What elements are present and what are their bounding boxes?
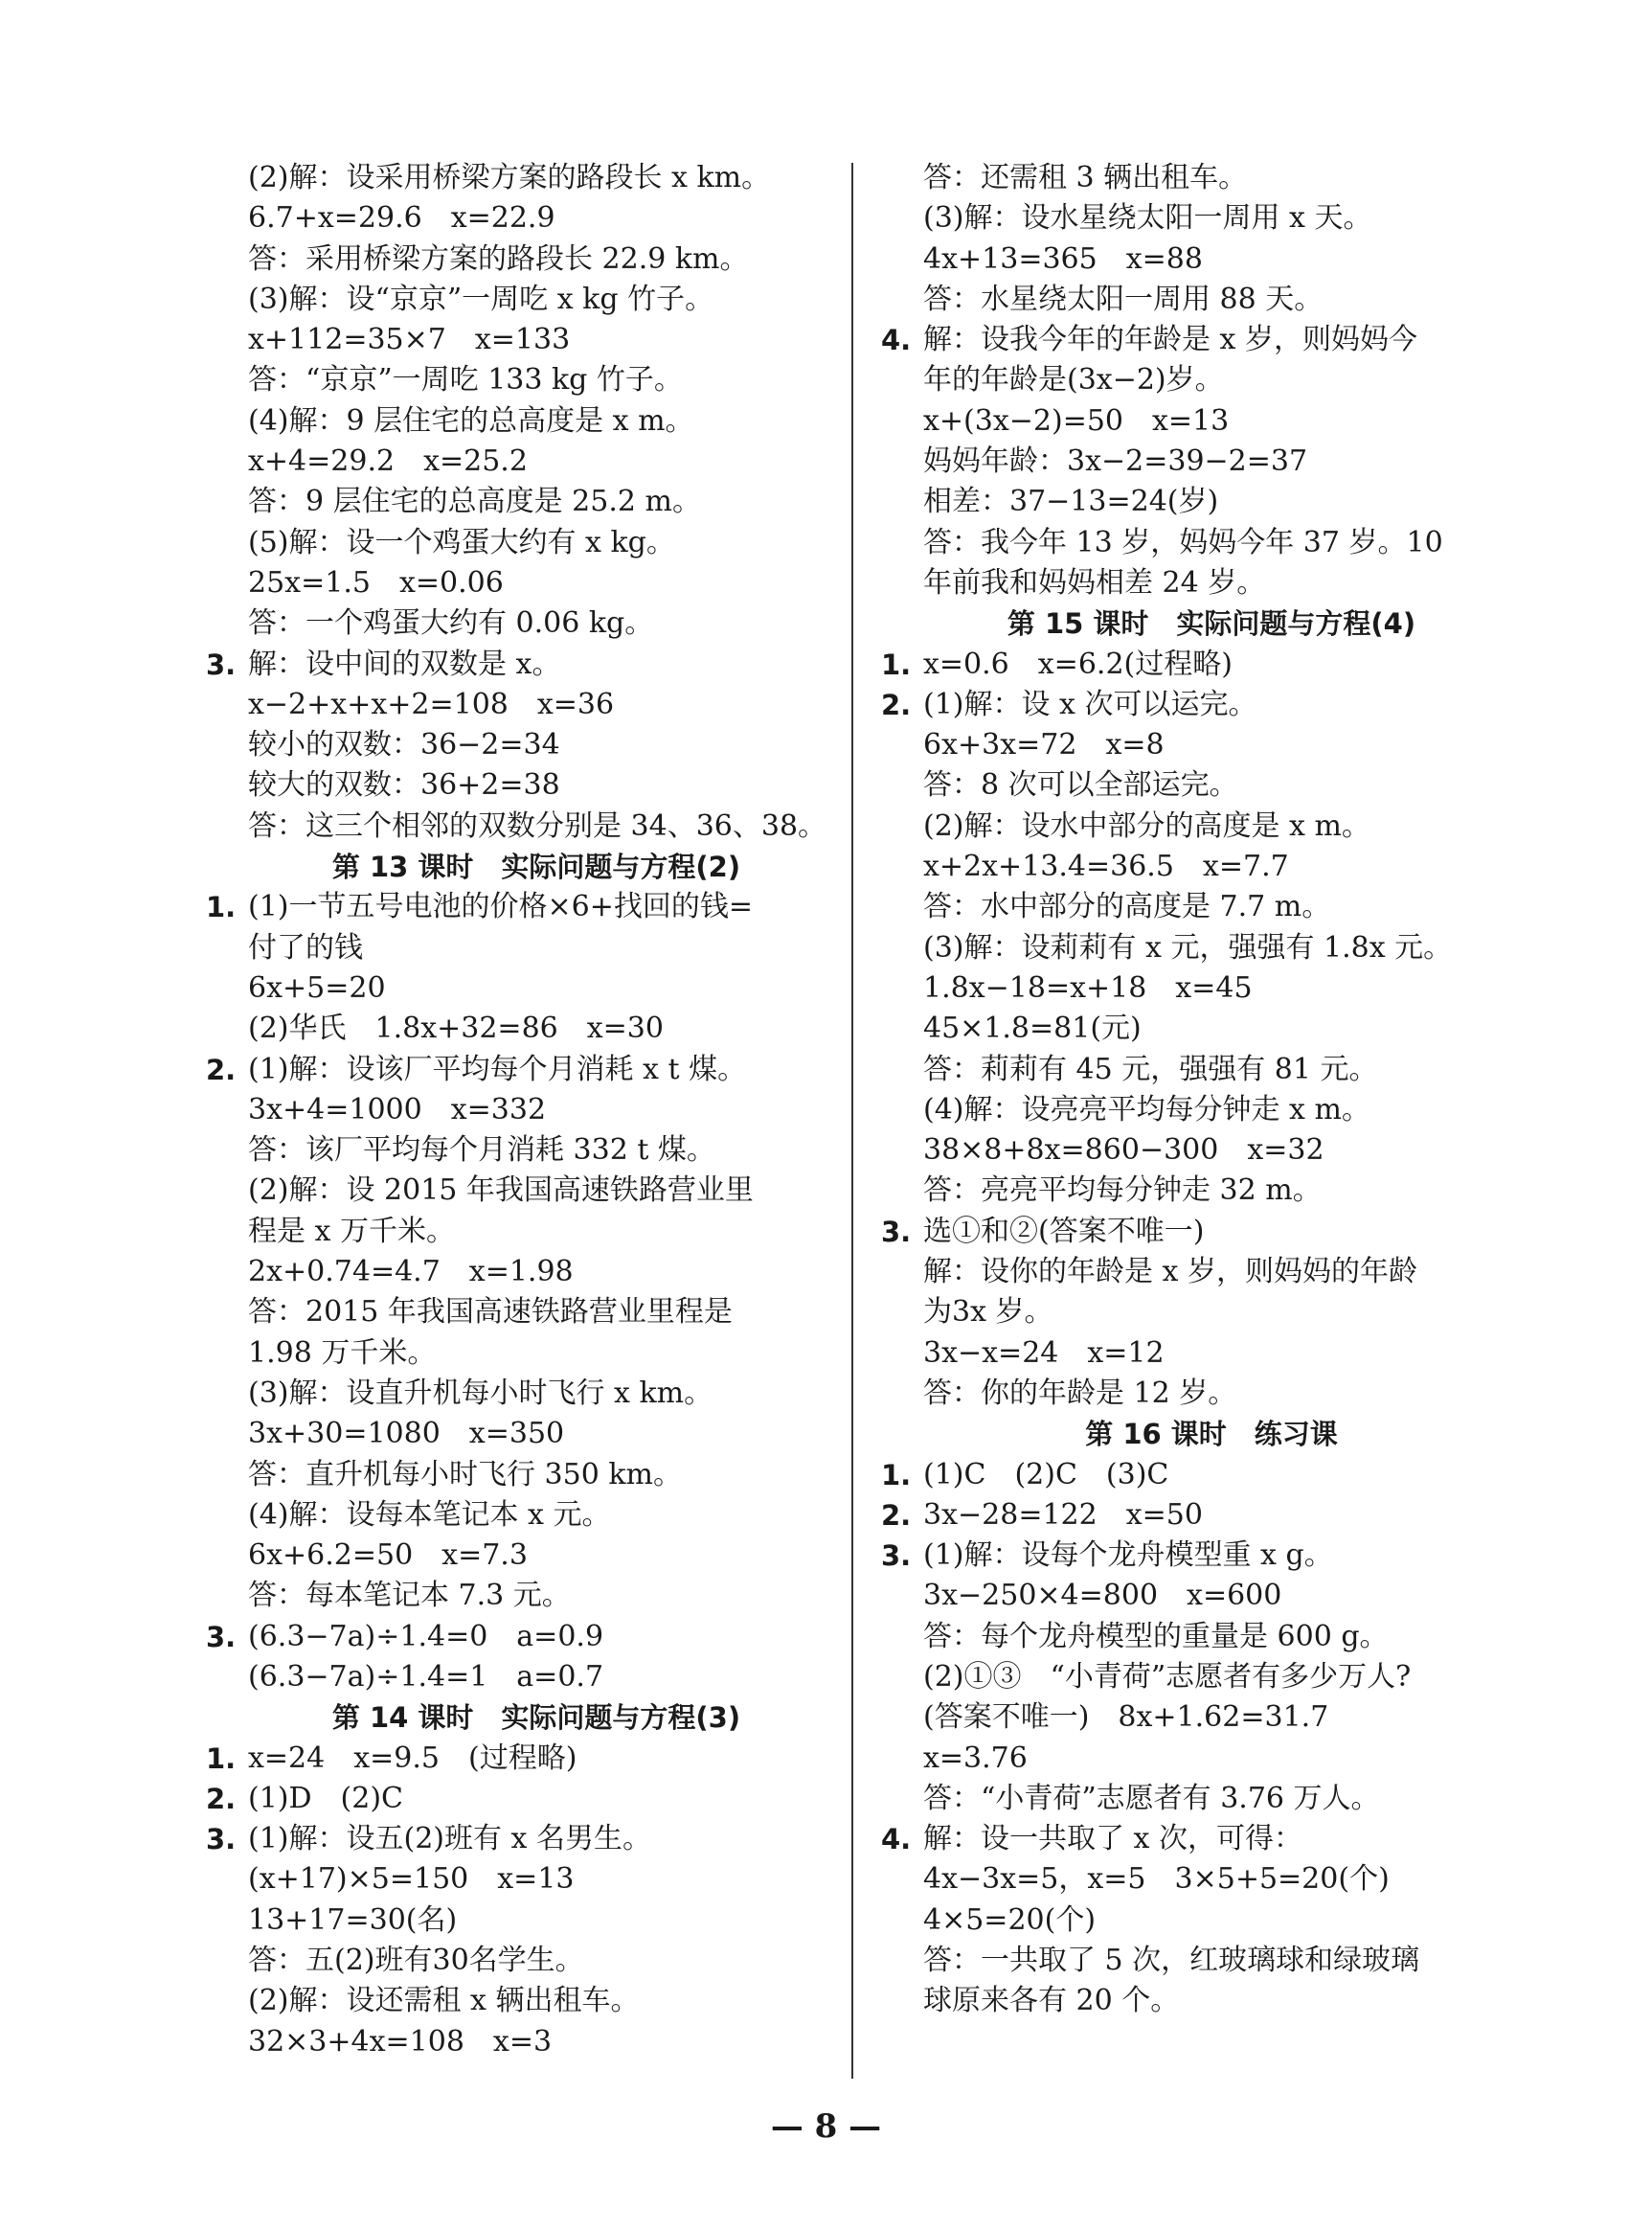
question-line [881,645,1513,685]
line-text: (2)解：设还需租 x 辆出租车。 [248,1984,640,2018]
answer-line [881,1171,1513,1211]
line-text: x+2x+13.4=36.5 x=7.7 [923,850,1289,884]
question-line [206,1050,838,1090]
answer-line [206,1900,838,1941]
right-column [881,158,1513,2022]
question-number: 3. [881,1539,912,1573]
left-column [206,158,838,2062]
line-text: 解：设你的年龄是 x 岁，则妈妈的年龄 [923,1255,1417,1289]
line-text: 答：9 层住宅的总高度是 25.2 m。 [248,485,701,519]
line-text: 6x+5=20 [248,970,386,1005]
line-text: x=0.6 x=6.2(过程略) [923,647,1233,681]
line-text: (2)①③ “小青荷”志愿者有多少万人? [923,1659,1412,1694]
line-text: 45×1.8=81(元) [923,1012,1142,1046]
line-text: (1)C (2)C (3)C [923,1457,1169,1491]
line-text: (1)一节五号电池的价格×6+找回的钱= [248,890,753,924]
line-text: (4)解：设亮亮平均每分钟走 x m。 [923,1092,1370,1126]
line-text: 解：设中间的双数是 x。 [248,647,561,681]
answer-line [881,280,1513,320]
answer-line [206,1414,838,1454]
line-text: 球原来各有 20 个。 [923,1984,1180,2018]
answer-line [881,239,1513,280]
question-number: 1. [881,648,912,681]
line-text: 答：我今年 13 岁，妈妈今年 37 岁。10 [923,525,1443,559]
question-number: 4. [881,1823,912,1856]
answer-line [206,765,838,806]
answer-line [206,158,838,198]
question-number: 3. [206,648,237,681]
line-text: 答：一共取了 5 次，红玻璃球和绿玻璃 [923,1944,1420,1978]
line-text: 32×3+4x=108 x=3 [248,2024,553,2059]
line-text: 答：水中部分的高度是 7.7 m。 [923,890,1331,924]
line-text: 年的年龄是(3x−2)岁。 [923,363,1224,398]
answer-line [881,360,1513,400]
line-text: 较大的双数：36+2=38 [248,768,560,803]
line-text: 答：直升机每小时飞行 350 km。 [248,1457,682,1491]
answer-line [881,442,1513,482]
line-text: (1)解：设每个龙舟模型重 x g。 [923,1538,1333,1573]
answer-line [206,360,838,400]
line-text: 1.98 万千米。 [248,1335,437,1370]
answer-line [881,523,1513,563]
answer-line [206,1536,838,1576]
answer-line [206,1171,838,1211]
answer-line [881,725,1513,765]
answer-line [206,1495,838,1536]
line-text: (2)解：设 2015 年我国高速铁路营业里 [248,1173,754,1208]
question-line [881,1536,1513,1576]
line-text: 较小的双数：36−2=34 [248,728,560,762]
line-text: (1)解：设 x 次可以运完。 [923,687,1257,721]
line-text: 为3x 岁。 [923,1295,1053,1330]
line-text: 解：设我今年的年龄是 x 岁，则妈妈今 [923,323,1417,357]
question-line [881,1819,1513,1859]
question-line [881,685,1513,725]
answer-line [206,1859,838,1900]
answer-line [206,1130,838,1171]
line-text: x−2+x+x+2=108 x=36 [248,687,615,721]
question-line [206,1779,838,1819]
line-text: 6.7+x=29.6 x=22.9 [248,201,555,236]
answer-line [881,401,1513,442]
answer-line [206,1981,838,2021]
answer-line [206,968,838,1009]
question-number: 3. [206,1620,237,1653]
question-number: 2. [881,688,912,721]
line-text: x+112=35×7 x=133 [248,323,571,357]
answer-line [881,1697,1513,1738]
line-text: (4)解：设每本笔记本 x 元。 [248,1497,611,1532]
question-number: 2. [206,1053,237,1086]
answer-line [206,401,838,442]
page-number: — 8 — [770,2107,882,2146]
line-text: 4×5=20(个) [923,1902,1097,1937]
answer-line [881,1333,1513,1374]
line-text: 答：一个鸡蛋大约有 0.06 kg。 [248,606,654,641]
line-text: 答：五(2)班有30名学生。 [248,1944,584,1978]
answer-line [881,563,1513,603]
line-text: 3x−28=122 x=50 [923,1497,1203,1532]
answer-line [881,1859,1513,1900]
answer-line [206,280,838,320]
line-text: x+4=29.2 x=25.2 [248,444,528,479]
answer-line [881,1657,1513,1697]
line-text: (2)解：设水中部分的高度是 x m。 [923,808,1370,843]
answer-line [206,442,838,482]
section-heading: 第 16 课时 练习课 [1085,1418,1338,1451]
question-line [881,1455,1513,1495]
line-text: 答：2015 年我国高速铁路营业里程是 [248,1295,733,1330]
line-text: 答：该厂平均每个月消耗 332 t 煤。 [248,1133,715,1168]
answer-line [881,1252,1513,1292]
line-text: 相差：37−13=24(岁) [923,485,1219,519]
question-number: 1. [206,891,237,924]
line-text: 付了的钱 [248,930,363,965]
answer-line [206,928,838,968]
line-text: x=3.76 [923,1741,1028,1775]
line-text: (3)解：设“京京”一周吃 x kg 竹子。 [248,282,714,316]
question-line [206,645,838,685]
answer-line [206,807,838,847]
question-line [206,1739,838,1779]
answer-line [206,1090,838,1130]
question-number: 1. [881,1458,912,1491]
line-text: 4x−3x=5，x=5 3×5+5=20(个) [923,1862,1390,1897]
line-text: 答：莉莉有 45 元，强强有 81 元。 [923,1052,1378,1086]
line-text: (1)解：设五(2)班有 x 名男生。 [248,1822,651,1856]
answer-line [881,1739,1513,1779]
line-text: (6.3−7a)÷1.4=1 a=0.7 [248,1659,604,1694]
answer-line [881,847,1513,887]
line-text: 答：这三个相邻的双数分别是 34、36、38。 [248,808,827,843]
line-text: (6.3−7a)÷1.4=0 a=0.9 [248,1619,604,1653]
question-line [881,1212,1513,1252]
line-text: 答：采用桥梁方案的路段长 22.9 km。 [248,241,749,276]
line-text: 妈妈年龄：3x−2=39−2=37 [923,444,1308,479]
question-number: 2. [206,1782,237,1815]
line-text: 25x=1.5 x=0.06 [248,565,504,600]
line-text: 6x+6.2=50 x=7.3 [248,1538,528,1573]
section-heading: 第 14 课时 实际问题与方程(3) [331,1701,741,1735]
line-text: 答：8 次可以全部运完。 [923,768,1238,803]
question-number: 2. [881,1498,912,1532]
answer-line [206,603,838,644]
section-heading: 第 13 课时 实际问题与方程(2) [331,851,741,884]
line-text: 答：还需租 3 辆出租车。 [923,161,1248,194]
answer-line [206,1657,838,1697]
line-text: 答：每本笔记本 7.3 元。 [248,1579,571,1613]
answer-line [206,1941,838,1981]
line-text: 答：水星绕太阳一周用 88 天。 [923,282,1324,316]
answer-line [206,482,838,522]
line-text: 解：设一共取了 x 次，可得： [923,1822,1302,1856]
answer-line [881,1090,1513,1130]
question-line [206,1819,838,1859]
line-text: 年前我和妈妈相差 24 岁。 [923,565,1266,600]
line-text: 4x+13=365 x=88 [923,241,1203,276]
answer-line [881,887,1513,927]
answer-line [206,1333,838,1374]
line-text: 3x−x=24 x=12 [923,1335,1165,1370]
answer-line [206,1576,838,1616]
line-text: (答案不唯一) 8x+1.62=31.7 [923,1700,1329,1735]
line-text: 答：你的年龄是 12 岁。 [923,1376,1237,1410]
line-text: x=24 x=9.5 (过程略) [248,1741,577,1775]
answer-line [881,1941,1513,1981]
line-text: x+(3x−2)=50 x=13 [923,403,1230,438]
line-text: 答：“小青荷”志愿者有 3.76 万人。 [923,1781,1380,1815]
line-text: 1.8x−18=x+18 x=45 [923,970,1253,1005]
line-text: (1)D (2)C [248,1781,403,1815]
line-text: 13+17=30(名) [248,1902,458,1937]
question-number: 3. [881,1215,912,1248]
line-text: 3x+30=1080 x=350 [248,1417,565,1451]
answer-line [206,2022,838,2062]
answer-line [881,1617,1513,1657]
line-text: (3)解：设直升机每小时飞行 x km。 [248,1376,713,1410]
line-text: (5)解：设一个鸡蛋大约有 x kg。 [248,525,675,559]
answer-line [206,198,838,239]
line-text: (2)解：设采用桥梁方案的路段长 x km。 [248,161,771,194]
line-text: 3x+4=1000 x=332 [248,1092,547,1126]
line-text: 答：亮亮平均每分钟走 32 m。 [923,1173,1322,1208]
line-text: 3x−250×4=800 x=600 [923,1579,1282,1613]
line-text: (4)解：9 层住宅的总高度是 x m。 [248,403,694,438]
answer-line [881,1374,1513,1414]
line-text: (2)华氏 1.8x+32=86 x=30 [248,1012,664,1046]
line-text: 答：“京京”一周吃 133 kg 竹子。 [248,363,683,398]
answer-line [881,1981,1513,2021]
line-text: (x+17)×5=150 x=13 [248,1862,575,1897]
question-line [206,887,838,927]
answer-line [206,523,838,563]
line-text: (3)解：设莉莉有 x 元，强强有 1.8x 元。 [923,930,1453,965]
answer-line [881,1900,1513,1941]
answer-line [206,1212,838,1252]
answer-line [206,685,838,725]
line-text: 6x+3x=72 x=8 [923,728,1165,762]
question-line [881,1495,1513,1536]
answer-line [881,198,1513,239]
answer-line [881,1050,1513,1090]
answer-line [881,765,1513,806]
answer-line [881,158,1513,198]
question-line [206,1617,838,1657]
line-text: (1)解：设该厂平均每个月消耗 x t 煤。 [248,1052,747,1086]
question-line [881,320,1513,360]
answer-line [881,482,1513,522]
answer-line [206,1455,838,1495]
line-text: 答：每个龙舟模型的重量是 600 g。 [923,1619,1389,1653]
answer-line [206,1252,838,1292]
answer-line [206,239,838,280]
answer-line [881,807,1513,847]
line-text: (3)解：设水星绕太阳一周用 x 天。 [923,201,1372,236]
answer-line [206,563,838,603]
answer-line [206,320,838,360]
answer-line [881,1292,1513,1332]
answer-line [206,725,838,765]
line-text: 2x+0.74=4.7 x=1.98 [248,1255,574,1289]
answer-line [206,1009,838,1049]
answer-line [881,1130,1513,1171]
line-text: 选①和②(答案不唯一) [923,1214,1205,1248]
answer-line [881,1576,1513,1616]
answer-line [881,1009,1513,1049]
answer-line [206,1374,838,1414]
question-number: 1. [206,1741,237,1775]
line-text: 程是 x 万千米。 [248,1214,455,1248]
answer-line [881,1779,1513,1819]
answer-line [206,1292,838,1332]
section-heading: 第 15 课时 实际问题与方程(4) [1007,607,1416,641]
question-number: 4. [881,324,912,357]
column-divider [851,163,853,2079]
question-number: 3. [206,1823,237,1856]
line-text: 38×8+8x=860−300 x=32 [923,1133,1324,1168]
answer-line [881,968,1513,1009]
answer-line [881,928,1513,968]
